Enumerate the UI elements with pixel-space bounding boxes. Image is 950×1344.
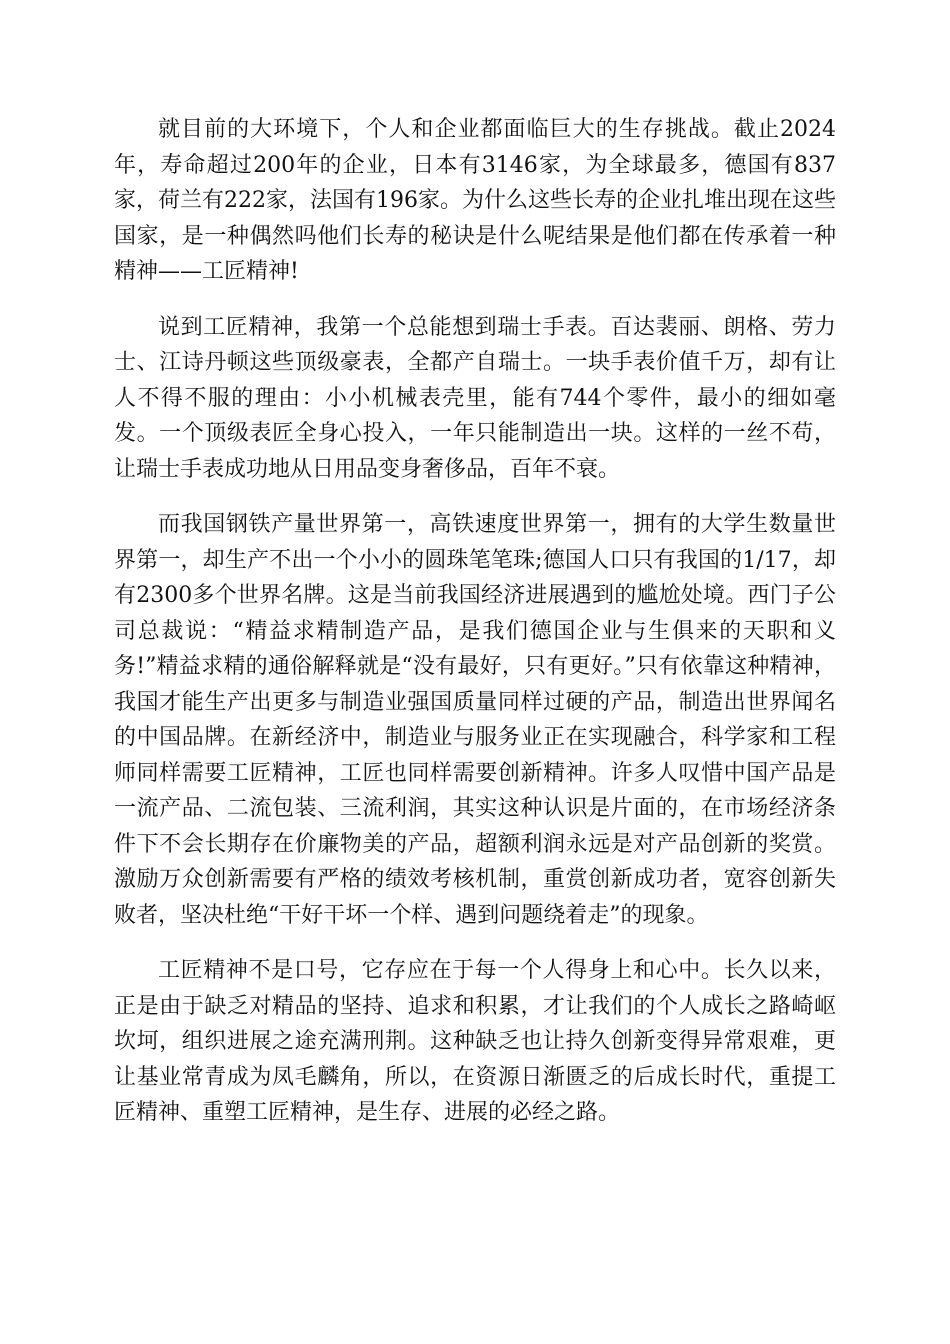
paragraph-swiss-watches: 说到工匠精神，我第一个总能想到瑞士手表。百达裴丽、朗格、劳力士、江诗丹顿这些顶级豪表，全都产自瑞士。一块手表价值千万，却有让人不得不服的理由：小小机械表壳里，能有744个零件，最小的细如毫发。一个顶级表匠全身心投入，一年只能制造出一块。这样的一丝不苟，让瑞士手表成功地从日用品变身奢侈品，百年不衰。 (114, 314, 836, 482)
paragraph-craftsman-spirit: 工匠精神不是口号，它存应在于每一个人得身上和心中。长久以来，正是由于缺乏对精品的坚持、追求和积累，才让我们的个人成长之路崎岖坎坷，组织进展之途充满刑荆。这种缺乏也让持久创新变得异常艰难，更让基业常青成为凤毛麟角，所以，在资源日渐匮乏的后成长时代，重提工匠精神、重塑工匠精神，是生存、进展的必经之路。 (114, 958, 836, 1125)
paragraph-longevity: 就目前的大环境下，个人和企业都面临巨大的生存挑战。截止2024年，寿命超过200年的企业，日本有3146家，为全球最多，德国有837家，荷兰有222家，法国有196家。为什么这些长寿的企业扎堆出现在这些国家，是一种偶然吗他们长寿的秘诀是什么呢结果是他们都在传承着一种精神——工匠精神! (114, 117, 836, 284)
paragraph-china-manufacturing: 而我国钢铁产量世界第一，高铁速度世界第一，拥有的大学生数量世界第一，却生产不出一个小小的圆珠笔笔珠;德国人口只有我国的1/17，却有2300多个世界名牌。这是当前我国经济进展遇到的尴尬处境。西门子公司总裁说：“精益求精制造产品，是我们德国企业与生俱来的天职和义务!”精益求精的通俗解释就是“没有最好，只有更好。”只有依靠这种精神，我国才能生产出更多与制造业强国质量同样过硬的产品，制造出世界闻名的中国品牌。在新经济中，制造业与服务业正在实现融合，科学家和工程师同样需要工匠精神，工匠也同样需要创新精神。许多人叹惜中国产品是一流产品、二流包装、三流利润，其实这种认识是片面的，在市场经济条件下不会长期存在价廉物美的产品，超额利润永远是对产品创新的奖赏。激励万众创新需要有严格的绩效考核机制，重赏创新成功者，宽容创新失败者，坚决杜绝“干好干坏一个样、遇到问题绕着走”的现象。 (114, 512, 836, 928)
document-page (114, 112, 836, 1151)
